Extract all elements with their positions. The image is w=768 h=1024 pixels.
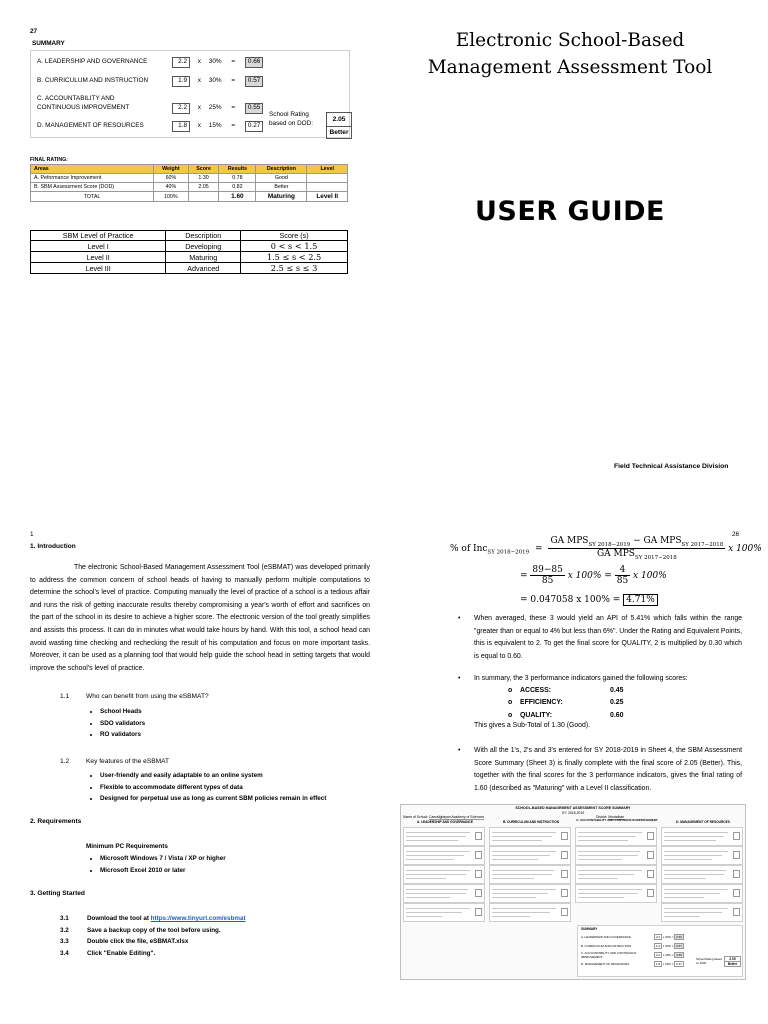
col-header: Score (s) <box>241 231 348 241</box>
formula-sub: SY 2018−2019 <box>588 541 631 548</box>
user-guide-heading: USER GUIDE <box>475 196 665 227</box>
bullet-icon: • <box>458 675 461 682</box>
requirements-list <box>86 853 226 876</box>
bullet-summary <box>458 673 742 686</box>
summary-title: SUMMARY <box>32 40 65 47</box>
step-number: 3.2 <box>60 926 69 934</box>
formula-times: x 100% <box>633 571 667 581</box>
summary-row-b-label: B. CURRICULUM AND INSTRUCTION <box>37 77 149 84</box>
district-label: District: <box>596 815 608 819</box>
step-text: Double click the file, eSBMAT.xlsx <box>87 938 189 945</box>
formula-den: 85 <box>541 576 554 586</box>
shot-column-b <box>489 819 575 924</box>
cell: Level I <box>31 241 166 252</box>
shot-score: 2.2 <box>656 935 661 939</box>
heading-introduction: 1. Introduction <box>30 543 76 550</box>
summary-row-d-score: 1.8 <box>172 121 190 132</box>
step-text: Click "Enable Editing". <box>87 949 156 957</box>
shot-result: 0.66 <box>676 935 682 939</box>
shot-score: 1.9 <box>656 944 661 948</box>
shot-rating-value: 2.05 <box>725 957 740 962</box>
section-number: 1.2 <box>60 758 70 765</box>
indicator-score: 0.25 <box>610 699 624 707</box>
table-row <box>31 183 348 192</box>
formula-line-2 <box>520 565 667 586</box>
summary-box <box>30 50 350 138</box>
times-sign: x <box>197 77 201 84</box>
table-row-total <box>31 192 348 202</box>
district-value: Montalban <box>608 815 625 819</box>
summary-row-c-score: 2.2 <box>172 103 190 114</box>
cell: Level II <box>31 252 166 263</box>
times-sign: x <box>197 58 201 65</box>
step-item <box>60 913 246 925</box>
equals-sign: = <box>231 77 236 84</box>
shot-row-label: B. CURRICULUM AND INSTRUCTION <box>581 944 632 948</box>
summary-row-c-label: C. ACCOUNTABILITY AND CONTINUOUS IMPROVEMENT <box>37 95 130 111</box>
indicator-efficiency <box>508 697 623 709</box>
equals-sign: = <box>231 122 236 129</box>
cell: 60% <box>154 174 189 183</box>
table-row <box>31 252 348 263</box>
bullet-text: In summary, the 3 performance indicators gained the following scores: <box>474 675 688 682</box>
shot-rating-box <box>724 956 741 967</box>
school-label: Name of School: <box>403 815 429 819</box>
times-sign: x <box>197 104 201 111</box>
list-item: • User-friendly and easily adaptable to an online system <box>100 770 326 782</box>
formula-term: GA MPS <box>596 548 635 559</box>
summary-row-d-label: D. MANAGEMENT OF RESOURCES <box>37 122 144 129</box>
cell: TOTAL <box>31 192 154 202</box>
bullet-text: When averaged, these 3 would yield an API of 5.41% which falls within the range "greater than or equal to 4% but less than 6%". Under the Rating and Equivalent Points, this is equivalent to 2. To get the final score for QUALITY, 2 is multiplied by 0.30 which is equal to 0.60. <box>474 615 742 660</box>
cell: Level II <box>307 192 348 202</box>
section-1-2 <box>60 758 170 765</box>
section-number: 1.1 <box>60 693 70 700</box>
formula-fraction <box>548 536 725 561</box>
formula-line-1 <box>450 536 762 561</box>
cell: 2.05 <box>188 183 219 192</box>
school-rating-desc: Better <box>329 129 349 136</box>
shot-col-header: C. ACCOUNTABILITY AND CONTINUOUS IMPROVEMENT <box>576 818 658 822</box>
formula-sub: SY 2018−2019 <box>487 549 530 556</box>
table-row <box>31 263 348 274</box>
summary-row-b-score: 1.9 <box>172 76 190 87</box>
shot-sy: SY: 2018-2019 <box>561 811 585 815</box>
summary-row-a-pct: 30% <box>208 58 222 65</box>
formula-line-3 <box>520 595 658 605</box>
heading-getting-started: 3. Getting Started <box>30 890 85 897</box>
col-header: Results <box>219 165 256 174</box>
shot-col-header: A. LEADERSHIP AND GOVERNANCE <box>417 820 473 824</box>
bullet-final <box>458 745 742 795</box>
cell: Maturing <box>166 252 241 263</box>
cell: 1.30 <box>188 174 219 183</box>
school-value: Camaligbayan Academy of Sciences <box>429 815 485 819</box>
indicator-quality <box>508 710 623 722</box>
download-link[interactable]: https://www.tinyurl.com/esbmat <box>150 915 246 922</box>
summary-row-d-pct: 15% <box>208 122 222 129</box>
list-item: • Designed for perpetual use as long as current SBM policies remain in effect <box>100 793 326 805</box>
formula-term: GA MPS <box>550 536 589 546</box>
intro-paragraph: The electronic School-Based Management Assessment Tool (eSBMAT) was developed primarily to address the common concern of school heads of having to manually perform multiple computations to determine the school's level of practice. Computing manually the level of practice of a school is a tedious affair and runs the risk of getting inaccurate results thereby compromising a year's worth of effort and sacrifices on the part of the school in its desire to achieve a higher score. The electronic version of the tool greatly simplifies and assists this process. It can do in minutes what would take hours by hand. With this tool, a school head can avoid wasting time checking and rechecking the result of his computation and focus on more important tasks. Moreover, it can be used as a planning tool that would help guide the school head in setting targets that would improve the school's level of practice. <box>30 564 370 672</box>
cell: 40% <box>154 183 189 192</box>
shot-rating-desc: Better <box>727 962 738 966</box>
shot-summary-label: SUMMARY <box>581 927 598 931</box>
min-req-title: Minimum PC Requirements <box>86 843 168 850</box>
cell: Better <box>256 183 307 192</box>
equals-sign: = <box>231 58 236 65</box>
step-number: 3.1 <box>60 915 69 922</box>
table-row <box>31 174 348 183</box>
section-title: Key features of the eSBMAT <box>86 758 170 765</box>
list-item: • Microsoft Windows 7 / Vista / XP or higher <box>100 853 226 865</box>
bullet-api <box>458 613 742 663</box>
page-number-27: 27 <box>30 28 38 35</box>
summary-row-c-result: 0.55 <box>245 103 263 114</box>
cover-title: Electronic School-Based Management Assessment Tool <box>427 30 713 78</box>
sbm-level-table <box>30 230 348 274</box>
bullet-icon: • <box>458 615 461 622</box>
summary-row-c-pct: 25% <box>208 104 222 111</box>
formula-sub: SY 2017−2018 <box>634 554 677 561</box>
summary-row-d-result: 0.27 <box>245 121 263 132</box>
cell: Maturing <box>256 192 307 202</box>
equals-sign: = <box>604 571 612 581</box>
cell: 1.5 ≤ s < 2.5 <box>241 252 348 263</box>
cell: 100% <box>154 192 189 202</box>
intro-paragraph-wrap <box>30 562 370 675</box>
shot-title: SCHOOL-BASED MANAGEMENT ASSESSMENT SCORE SUMMARY <box>515 806 631 810</box>
shot-result: 0.55 <box>676 953 682 957</box>
shot-result: 0.27 <box>676 962 682 966</box>
shot-col-header: D. MANAGEMENT OF RESOURCES <box>676 820 730 824</box>
division-label: Field Technical Assistance Division <box>614 463 729 470</box>
bullet-icon: • <box>458 747 461 754</box>
final-rating-title: FINAL RATING: <box>30 157 68 163</box>
shot-summary-values: 2.2 x 30% = 0.66 1.9 x 30% = 0.57 2.2 x 25% = 0.55 1.8 x 15% = 0.27 <box>656 935 682 966</box>
shot-score: 1.8 <box>656 962 661 966</box>
steps-list <box>60 913 246 959</box>
shot-column-d <box>661 819 747 924</box>
formula-text: = 0.047058 x 100% = <box>520 595 621 605</box>
formula-num: 4 <box>615 565 630 576</box>
indicator-name: QUALITY: <box>520 711 553 719</box>
col-header: Description <box>166 231 241 241</box>
step-item <box>60 925 246 937</box>
page-number-1: 1 <box>30 531 34 538</box>
equals-sign: = <box>520 571 528 581</box>
summary-row-a-label: A. LEADERSHIP AND GOVERNANCE <box>37 58 148 65</box>
shot-row-label: A. LEADERSHIP AND GOVERNANCE <box>581 935 631 939</box>
list-item: • RO validators <box>100 729 145 741</box>
list-item: • Microsoft Excel 2010 or later <box>100 865 226 877</box>
bullet-text: With all the 1's, 2's and 3's entered for SY 2018-2019 in Sheet 4, the SBM Assessment Score Summary (Sheet 3) is finally complete with the final score of 2.05 (Better). This, together with the final scores for the 3 performance indicators, gives the final rating of 1.60 (described as "Maturing" with a Level II classification. <box>474 747 742 792</box>
summary-row-b-result: 0.57 <box>245 76 263 87</box>
step-item <box>60 948 246 960</box>
equals-sign: = <box>231 104 236 111</box>
cell: 0.78 <box>219 174 256 183</box>
step-text: Download the tool at <box>87 915 151 922</box>
col-header: Description <box>256 165 307 174</box>
indicator-score: 0.45 <box>610 687 624 694</box>
shot-col-header: B. CURRICULUM AND INSTRUCTION <box>502 820 559 824</box>
formula-num: 89−85 <box>532 565 563 575</box>
list-item: • SDO validators <box>100 718 145 730</box>
col-header: Score <box>188 165 219 174</box>
indicator-access <box>508 685 623 697</box>
cell: Advanced <box>166 263 241 274</box>
school-rating-value: 2.05 <box>327 113 351 127</box>
sub-bullet-icon: o <box>508 687 513 694</box>
summary-row-a-score: 2.2 <box>172 57 190 68</box>
minus-sign: − <box>633 536 641 546</box>
shot-pct: 25% <box>665 953 671 957</box>
sub-bullet-icon: o <box>508 699 513 707</box>
final-rating-table <box>30 164 348 202</box>
cell: 1.60 <box>219 192 256 202</box>
formula-den: 85 <box>616 576 629 586</box>
formula-times: x 100% <box>567 571 602 581</box>
formula-lhs: % of Inc <box>450 543 488 554</box>
step-number: 3.3 <box>60 938 69 945</box>
shot-result: 0.57 <box>676 944 682 948</box>
shot-pct: 30% <box>665 944 671 948</box>
col-header: Weight <box>154 165 189 174</box>
section-title: Who can benefit from using the eSBMAT? <box>86 693 209 700</box>
features-list <box>86 770 326 805</box>
times-sign: x <box>197 122 201 129</box>
shot-score: 2.2 <box>656 953 661 957</box>
formula-term: GA MPS <box>643 536 682 546</box>
summary-row-a-result: 0.66 <box>245 57 263 68</box>
cell: Level III <box>31 263 166 274</box>
cell: 0.82 <box>219 183 256 192</box>
step-item <box>60 936 246 948</box>
shot-summary-box <box>577 925 743 977</box>
indicator-name: ACCESS: <box>520 687 552 694</box>
formula-sub: SY 2017−2018 <box>681 541 724 548</box>
benefit-list <box>86 706 145 741</box>
list-item: • Flexible to accommodate different types of data <box>100 782 326 794</box>
school-rating-box <box>326 112 352 139</box>
shot-row-label: D. MANAGEMENT OF RESOURCES <box>581 962 630 966</box>
summary-row-b-pct: 30% <box>208 77 222 84</box>
col-header: SBM Level of Practice <box>31 231 166 241</box>
cell <box>307 174 348 183</box>
cell: 2.5 ≤ s ≤ 3 <box>241 263 348 274</box>
cell: 0 < s < 1.5 <box>241 241 348 252</box>
cell: B. SBM Assessment Score (DOD) <box>31 183 154 192</box>
col-header: Level <box>307 165 348 174</box>
step-text: Save a backup copy of the tool before using. <box>87 926 221 934</box>
shot-summary-labels <box>581 933 651 969</box>
shot-pct: 15% <box>665 962 671 966</box>
formula-result: 4.71% <box>623 594 658 606</box>
indicator-list <box>508 685 623 722</box>
shot-column-a <box>403 819 489 924</box>
cell: Developing <box>166 241 241 252</box>
step-number: 3.4 <box>60 949 69 957</box>
cell: A. Peformance Improvement <box>31 174 154 183</box>
spreadsheet-screenshot <box>400 804 746 980</box>
indicator-score: 0.60 <box>610 711 624 719</box>
cell <box>188 192 219 202</box>
list-item: • School Heads <box>100 706 145 718</box>
cell <box>307 183 348 192</box>
cell: Good <box>256 174 307 183</box>
col-header: Areas <box>31 165 154 174</box>
page-number-26: 26 <box>732 531 740 538</box>
subtotal-text: This gives a Sub-Total of 1.30 (Good). <box>474 722 591 729</box>
table-row <box>31 241 348 252</box>
shot-pct: 30% <box>665 935 671 939</box>
sub-bullet-icon: o <box>508 711 513 719</box>
equals-sign: = <box>535 543 543 554</box>
section-1-1 <box>60 693 209 700</box>
shot-row-label: C. ACCOUNTABILITY AND CONTINUOUS IMPROVEMENT <box>581 951 637 959</box>
heading-requirements: 2. Requirements <box>30 818 82 825</box>
school-rating-label: School Rating based on DOD: <box>269 111 314 127</box>
formula-times: x 100% <box>728 543 762 554</box>
shot-column-c <box>575 819 661 924</box>
indicator-name: EFFICIENCY: <box>520 699 563 707</box>
shot-rating-label: School Rating based on DOD: <box>696 957 722 965</box>
